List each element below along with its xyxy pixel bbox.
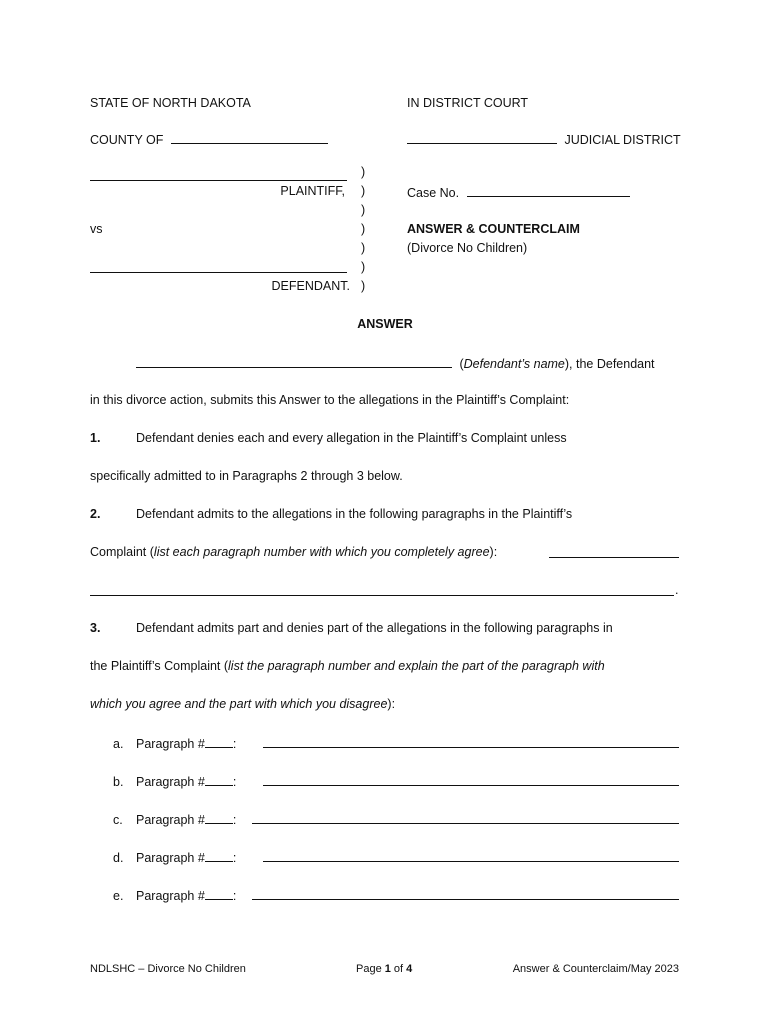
defendant-label: DEFENDANT. [271, 279, 350, 293]
item-label: Paragraph # [136, 775, 205, 789]
caption-paren: ) [361, 279, 366, 293]
list-item [113, 773, 236, 789]
list-item [113, 849, 236, 865]
item-label: Paragraph # [136, 851, 205, 865]
paragraph-2-number: 2. [90, 507, 101, 521]
case-number-field[interactable] [467, 184, 630, 197]
item-letter: e. [113, 889, 124, 903]
paragraph-number-field[interactable] [205, 773, 233, 786]
paragraph-2-period: . [675, 583, 679, 597]
paragraph-2-line-1: Defendant admits to the allegations in the following paragraphs in the Plaintiff’s [136, 507, 573, 521]
case-number-row [407, 184, 630, 200]
item-letter: b. [113, 775, 124, 789]
paragraph-explanation-field[interactable] [263, 747, 679, 748]
item-colon: : [232, 775, 237, 789]
paragraph-2-hint: list each paragraph number with which you completely agree [153, 545, 490, 559]
caption-paren: ) [361, 184, 366, 198]
footer-left: NDLSHC – Divorce No Children [90, 963, 246, 975]
paragraph-explanation-field[interactable] [252, 823, 679, 824]
county-row [90, 131, 328, 147]
caption-paren: ) [361, 260, 366, 274]
list-item [113, 887, 236, 903]
answer-heading: ANSWER [357, 317, 413, 331]
vs-label: vs [90, 222, 103, 236]
item-colon: : [232, 851, 237, 865]
paragraph-explanation-field[interactable] [263, 861, 679, 862]
judicial-district-field[interactable] [407, 131, 557, 144]
paragraph-1-number: 1. [90, 431, 101, 445]
page-total: 4 [406, 963, 413, 975]
defendant-name-field[interactable] [90, 272, 347, 273]
document-title: ANSWER & COUNTERCLAIM [407, 222, 580, 236]
paragraph-2-field-2[interactable] [90, 595, 674, 596]
intro-after: ), the Defendant [564, 357, 655, 371]
paragraph-3-hint-cont: which you agree and the part with which you disagree [90, 697, 388, 711]
paragraph-1-line-1: Defendant denies each and every allegation in the Plaintiff’s Complaint unless [136, 431, 567, 445]
footer-page [356, 963, 412, 975]
caption-paren: ) [361, 241, 366, 255]
paragraph-3-line-2 [90, 659, 605, 673]
paragraph-number-field[interactable] [205, 811, 233, 824]
paragraph-number-field[interactable] [205, 735, 233, 748]
court-heading: IN DISTRICT COURT [407, 96, 529, 110]
item-letter: d. [113, 851, 124, 865]
judicial-district-label: JUDICIAL DISTRICT [564, 133, 681, 147]
caption-paren: ) [361, 203, 366, 217]
intro-line-2: in this divorce action, submits this Answer to the allegations in the Plaintiff’s Complaint: [90, 393, 570, 407]
page-number: 1 [384, 963, 391, 975]
item-colon: : [232, 813, 237, 827]
county-label: COUNTY OF [90, 133, 164, 147]
paragraph-3-hint: list the paragraph number and explain the part of the paragraph with [228, 659, 605, 673]
document-subtitle: (Divorce No Children) [407, 241, 528, 255]
item-colon: : [232, 737, 237, 751]
paragraph-3-line-3 [90, 697, 395, 711]
case-number-label: Case No. [407, 186, 460, 200]
list-item [113, 735, 236, 751]
paragraph-2-text: Complaint ( [90, 545, 154, 559]
intro-defendant-name-hint: Defendant’s name [463, 357, 565, 371]
plaintiff-label: PLAINTIFF, [280, 184, 345, 198]
paragraph-2-field-1[interactable] [549, 557, 679, 558]
paragraph-1-line-2: specifically admitted to in Paragraphs 2 through 3 below. [90, 469, 403, 483]
intro-line-1 [136, 355, 655, 371]
defendant-name-blank[interactable] [136, 355, 452, 368]
paragraph-3-line-1: Defendant admits part and denies part of the allegations in the following paragraphs in [136, 621, 613, 635]
paragraph-explanation-field[interactable] [252, 899, 679, 900]
paragraph-3-colon: ): [387, 697, 396, 711]
paragraph-number-field[interactable] [205, 887, 233, 900]
item-letter: a. [113, 737, 124, 751]
item-label: Paragraph # [136, 813, 205, 827]
item-label: Paragraph # [136, 889, 205, 903]
plaintiff-name-field[interactable] [90, 180, 347, 181]
list-item [113, 811, 236, 827]
item-letter: c. [113, 813, 123, 827]
item-colon: : [232, 889, 237, 903]
paragraph-3-number: 3. [90, 621, 101, 635]
caption-paren: ) [361, 222, 366, 236]
item-label: Paragraph # [136, 737, 205, 751]
judicial-district-row [407, 131, 681, 147]
paragraph-number-field[interactable] [205, 849, 233, 862]
page-prefix: Page [356, 963, 385, 975]
state-heading: STATE OF NORTH DAKOTA [90, 96, 251, 110]
caption-paren: ) [361, 165, 366, 179]
footer-right: Answer & Counterclaim/May 2023 [512, 963, 679, 975]
paragraph-2-line-2 [90, 545, 497, 559]
intro-paren: ( [459, 357, 464, 371]
page-of: of [390, 963, 407, 975]
paragraph-explanation-field[interactable] [263, 785, 679, 786]
county-field[interactable] [171, 131, 328, 144]
paragraph-2-colon: ): [489, 545, 498, 559]
paragraph-3-text: the Plaintiff’s Complaint ( [90, 659, 229, 673]
